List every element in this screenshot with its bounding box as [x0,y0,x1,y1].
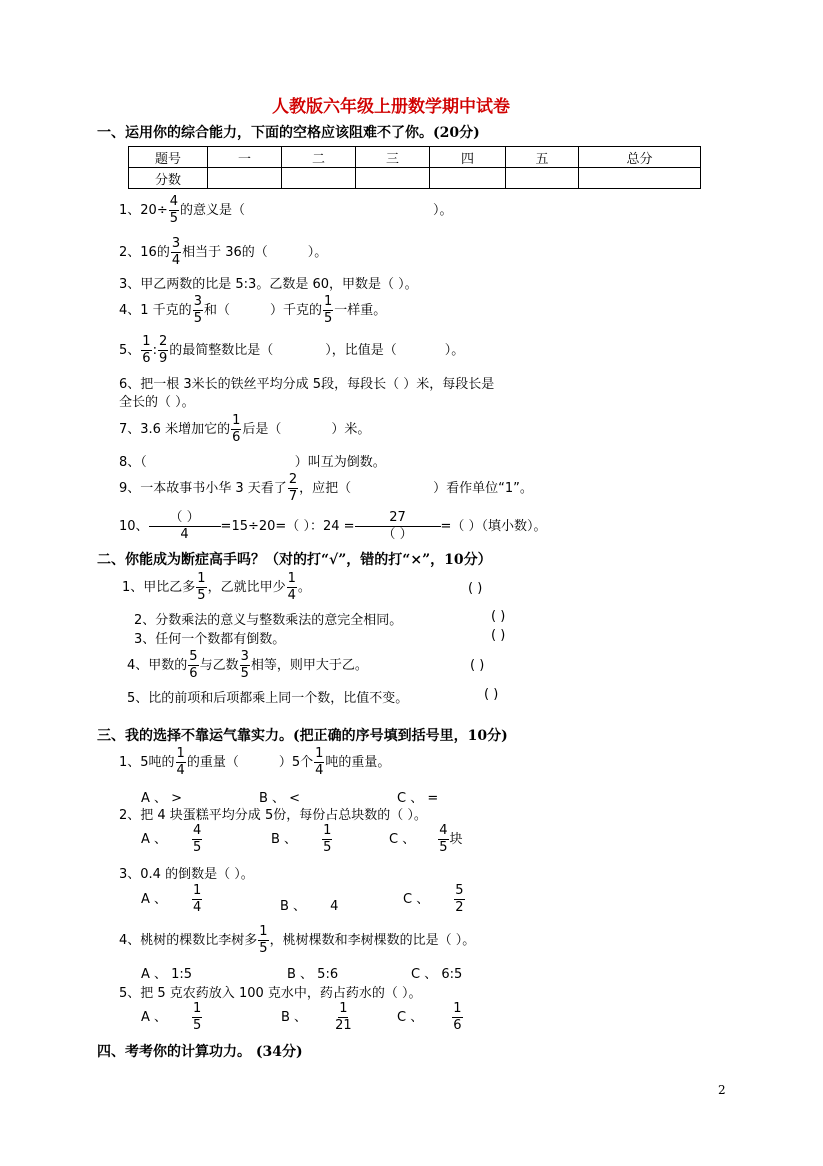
denominator: 4 [180,527,189,542]
section-4-heading: 四、考考你的计算功力。 (34分) [97,1044,303,1060]
q-text: 1、20÷ [119,203,168,218]
q-text: 4、桃树的棵数比李树多 [119,933,258,948]
score-header-cell: 三 [356,147,430,168]
score-cell[interactable] [208,168,282,189]
numerator: 3 [171,236,181,251]
option-b[interactable] [281,1001,354,1034]
denominator: 21 [335,1018,352,1033]
q-text: : [152,343,157,358]
answer-paren[interactable]: ( ) [484,687,499,702]
option-a[interactable]: A 、 1:5 [141,967,193,982]
denominator: 5 [193,1018,202,1033]
option-letter: B 、 [271,832,298,847]
q-text: =15÷20=（ ）：24 = [220,519,355,534]
numerator: 1 [339,1001,348,1016]
option-c[interactable] [403,883,466,916]
numerator: 1 [315,746,324,761]
s1-question-2 [119,236,327,269]
denominator: 9 [158,351,168,366]
fraction [356,510,440,543]
option-c[interactable] [397,1001,464,1034]
q-text: ）。 [433,203,453,218]
option-c[interactable]: C 、 = [397,791,439,806]
fraction [323,294,333,327]
option-c[interactable] [389,823,463,856]
s1-question-10 [119,510,547,543]
q-text: ）5个 [278,755,314,770]
numerator: 1 [324,294,333,309]
option-letter: C 、 [397,1010,424,1025]
section-2-heading: 二、你能成为断症高手吗？（对的打“√”，错的打“×”，10分） [97,552,492,568]
denominator: 6 [453,1018,462,1033]
score-header-cell: 五 [506,147,579,168]
q-text: 4、甲数的 [127,658,188,673]
q-text: 4、1 千克的 [119,303,192,318]
option-letter: B 、 [281,1010,308,1025]
denominator: 4 [171,253,181,268]
denominator: 4 [193,900,202,915]
numerator: 5 [455,883,464,898]
denominator: 5 [240,666,249,681]
denominator: 5 [197,588,206,603]
s1-question-3: 3、甲乙两数的比是 5:3。乙数是 60，甲数是（ ）。 [119,277,418,292]
numerator[interactable]: （ ） [149,510,221,527]
numerator: 1 [453,1001,462,1016]
q-text: ，乙就比甲少 [207,580,286,595]
numerator: 1 [193,883,202,898]
score-row-label: 分数 [129,168,208,189]
q-text: ，桃树棵数和李树棵数的比是（ ）。 [269,933,476,948]
fraction [452,1001,462,1034]
option-letter: A 、 [141,892,168,907]
fraction [192,1001,202,1034]
s2-question-2: 2、分数乘法的意义与整数乘法的意完全相同。 [134,613,403,628]
fraction [158,334,168,367]
denominator: 5 [193,311,202,326]
fraction [192,823,202,856]
q-text: ）千克的 [269,303,322,318]
numerator: 2 [158,334,168,349]
s3-question-4 [119,924,475,957]
s3-question-1 [119,746,390,779]
option-a[interactable] [141,1001,203,1034]
q-text: 与乙数 [199,658,239,673]
fraction [171,236,181,269]
q-text: 一样重。 [334,303,387,318]
q-text: ），比值是（ [325,343,397,358]
q-text: 7、3.6 米增加它的 [119,422,231,437]
score-table [128,146,701,189]
denominator: 2 [455,900,464,915]
score-cell[interactable] [506,168,579,189]
denominator: 5 [259,941,268,956]
section-3-heading: 三、我的选择不靠运气靠实力。(把正确的序号填到括号里，10分) [97,728,508,744]
s3-question-3: 3、0.4 的倒数是（ ）。 [119,867,254,882]
s1-question-7 [119,413,370,446]
numerator: 1 [176,746,185,761]
score-table-score-row [129,168,701,189]
q-text: 1、5吨的 [119,755,175,770]
fraction [438,823,448,856]
score-cell[interactable] [430,168,506,189]
q-text: 相当于 36的（ [182,245,268,260]
answer-paren[interactable]: ( ) [468,581,483,596]
q-text: 。 [297,580,311,595]
q-text: ）看作单位“1”。 [433,481,533,496]
numerator: 1 [197,571,206,586]
score-header-cell: 一 [208,147,282,168]
option-value: 4 [330,899,339,914]
score-table-header-row [129,147,701,168]
q-text: ，应把（ [299,481,352,496]
fraction [193,294,203,327]
option-a[interactable]: A 、 > [141,791,183,806]
denominator: 5 [169,211,178,226]
option-c[interactable]: C 、 6:5 [411,967,463,982]
page-title: 人教版六年级上册数学期中试卷 [272,97,510,117]
denominator: 5 [324,311,333,326]
denominator: 6 [142,351,151,366]
fraction [454,883,464,916]
denominator: 6 [189,666,198,681]
fraction [322,823,332,856]
score-cell[interactable] [579,168,701,189]
option-a[interactable] [141,883,203,916]
option-letter: A 、 [141,832,168,847]
numerator: 3 [240,649,249,664]
q-text: 吨的重量。 [325,755,391,770]
q-text: 的最简整数比是（ [169,343,274,358]
q-text: 9、一本故事书小华 3 天看了 [119,481,287,496]
s1-question-6-line2: 全长的（ ）。 [119,395,195,410]
option-b[interactable]: B 、 5:6 [287,967,339,982]
option-letter: B 、 [280,899,307,914]
s1-question-1 [119,194,453,227]
score-header-cell: 总分 [579,147,701,168]
s3-question-2: 2、把 4 块蛋糕平均分成 5份，每份占总块数的（ ）。 [119,808,427,823]
s1-question-9 [119,472,533,505]
fraction [288,472,298,505]
q-text: ）。 [307,245,328,260]
numerator: 4 [169,194,178,209]
fraction [334,1001,353,1034]
numerator: 3 [193,294,202,309]
s1-question-6-line1: 6、把一根 3米长的铁丝平均分成 5段，每段长（ ）米，每段长是 [119,377,495,392]
q-text: 的意义是（ [180,203,246,218]
denominator: 6 [232,430,241,445]
s1-question-5 [119,334,464,367]
section-1-heading: 一、运用你的综合能力，下面的空格应该阻难不了你。(20分) [97,125,480,141]
q-text: =（ ）（填小数）。 [440,519,547,534]
s2-question-5: 5、比的前项和后项都乘上同一个数，比值不变。 [127,691,409,706]
q-text: 10、 [119,519,149,534]
fraction [169,194,179,227]
q-text: ）米。 [331,422,371,437]
fraction [314,746,324,779]
numerator: 1 [259,924,268,939]
s2-question-3: 3、任何一个数都有倒数。 [134,632,286,647]
q-text: 8、（ [119,455,147,470]
score-cell[interactable] [282,168,356,189]
s3-question-5: 5、把 5 克农药放入 100 克水中，药占药水的（ ）。 [119,986,422,1001]
score-header-cell: 题号 [129,147,208,168]
unit-text: 块 [449,832,463,847]
q-text: 1、甲比乙多 [122,580,196,595]
s1-question-8 [119,451,386,470]
score-cell[interactable] [356,168,430,189]
s2-question-4 [127,649,368,682]
numerator: 1 [232,413,241,428]
numerator: 5 [189,649,198,664]
fraction [176,746,186,779]
fraction [258,924,268,957]
s2-question-1 [122,571,311,604]
option-letter: C 、 [403,892,430,907]
fraction [240,649,250,682]
fraction [196,571,206,604]
numerator: 2 [288,472,298,487]
denominator: 4 [287,588,296,603]
denominator: 5 [439,840,448,855]
numerator: 1 [142,334,151,349]
fraction [192,883,202,916]
fraction [188,649,198,682]
fraction [287,571,297,604]
fraction [150,510,220,543]
denominator: 7 [288,489,298,504]
score-header-cell: 四 [430,147,506,168]
option-letter: C 、 [389,832,416,847]
option-b[interactable] [280,895,338,914]
denominator: 4 [315,763,324,778]
fraction [141,334,151,367]
option-b[interactable]: B 、 < [259,791,301,806]
score-header-cell: 二 [282,147,356,168]
q-text: 和（ [203,303,230,318]
numerator: 1 [193,1001,202,1016]
numerator: 27 [355,510,441,527]
answer-paren[interactable]: ( ) [470,658,485,673]
denominator: 5 [323,840,332,855]
numerator: 4 [439,823,448,838]
numerator: 1 [287,571,296,586]
numerator: 4 [193,823,202,838]
q-text: 相等，则甲大于乙。 [250,658,368,673]
q-text: 后是（ [242,422,282,437]
denominator: 5 [193,840,202,855]
option-letter: A 、 [141,1010,168,1025]
denominator: 4 [176,763,185,778]
q-text: 2、16的 [119,245,170,260]
numerator: 1 [323,823,332,838]
s1-question-4 [119,294,386,327]
q-text: 5、 [119,343,141,358]
q-text: ）叫互为倒数。 [294,455,386,470]
fraction [231,413,241,446]
option-a[interactable] [141,823,203,856]
q-text: ）。 [444,343,465,358]
q-text: 的重量（ [186,755,239,770]
denominator[interactable]: （ ） [382,527,413,542]
page-number: 2 [718,1083,726,1097]
option-b[interactable] [271,823,333,856]
answer-paren[interactable]: ( ) [491,628,506,643]
answer-paren[interactable]: ( ) [491,609,506,624]
